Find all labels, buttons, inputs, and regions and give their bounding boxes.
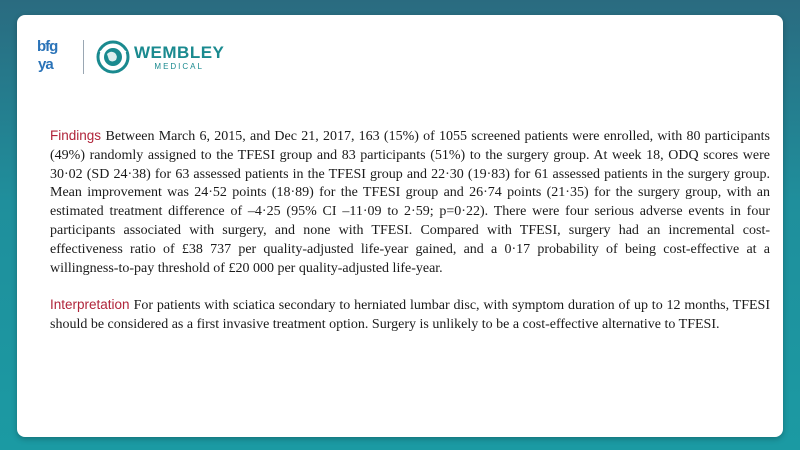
findings-heading: Findings (50, 128, 106, 143)
interpretation-paragraph (50, 296, 770, 335)
wembley-medical-logo (96, 40, 224, 74)
interpretation-text: For patients with sciatica secondary to herniated lumbar disc, with symptom duration of up to 12 months, TFESI should be considered as a first invasive treatment option. Surgery is unlikely to be a cost-effective alternative to TFESI. (50, 298, 770, 333)
wembley-logo-name: WEMBLEY (134, 42, 225, 62)
abstract-content (50, 127, 770, 353)
bfgya-logo (37, 39, 75, 75)
logo-bar (37, 37, 224, 77)
globe-icon (96, 40, 130, 74)
logo-divider (83, 40, 84, 74)
bfgya-logo-line2: ya (38, 56, 53, 73)
bfgya-logo-line1: bfg (37, 38, 58, 55)
slide-card (17, 15, 783, 437)
interpretation-heading: Interpretation (50, 297, 134, 313)
wembley-logo-sub: MEDICAL (154, 61, 204, 71)
findings-paragraph (50, 127, 770, 278)
findings-text: Between March 6, 2015, and Dec 21, 2017, 163 (15%) of 1055 screened patients were enrolled, with 80 participants (49%) randomly assigned to the TFESI group and 83 participants (51%) to the surgery group. At week 18, ODQ scores were 30·02 (SD 24·38) for 63 assessed patients in the TFESI group and 22·30 (19·83) for 61 assessed patients in the surgery group. Mean improvement was 24·52 points (18·89) for the TFESI group and 26·74 points (21·35) for the surgery group, with an estimated treatment difference of –4·25 (95% CI –11·09 to 2·59; p=0·22). There were four serious adverse events in four participants associated with surgery, and none with TFESI. Compared with TFESI, surgery had an incremental cost-effectiveness ratio of £38 737 per quality-adjusted life-year gained, and a 0·17 probability of being cost-effective at a willingness-to-pay threshold of £20 000 per quality-adjusted life-year. (50, 129, 770, 276)
